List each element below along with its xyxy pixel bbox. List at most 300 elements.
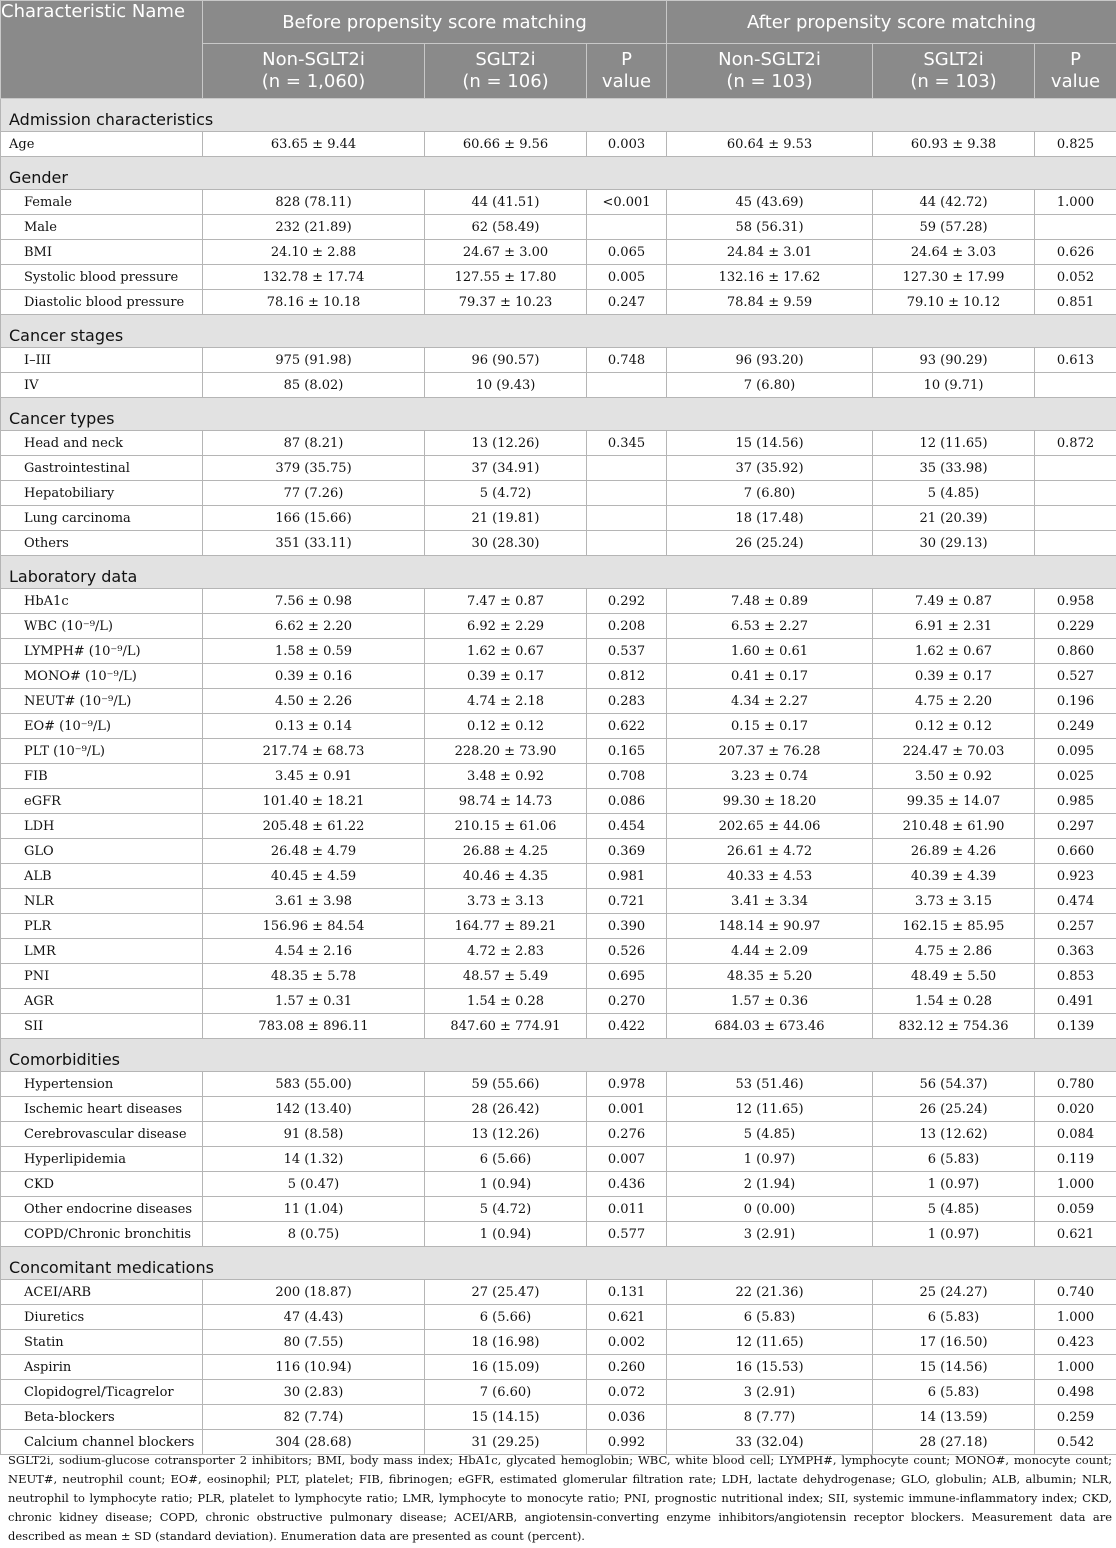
table-cell: 4.44 ± 2.09 [667, 939, 873, 964]
table-cell: 4.50 ± 2.26 [203, 689, 425, 714]
table-row [1, 964, 1116, 989]
table-cell [1035, 215, 1116, 240]
table-cell: 0.292 [587, 589, 667, 614]
table-cell: 22 (21.36) [667, 1280, 873, 1305]
row-label: WBC (10⁻⁹/L) [1, 614, 203, 639]
table-row [1, 914, 1116, 939]
table-row [1, 1122, 1116, 1147]
row-label: BMI [1, 240, 203, 265]
table-cell: 3.50 ± 0.92 [873, 764, 1035, 789]
table-cell: 0.270 [587, 989, 667, 1014]
table-row [1, 639, 1116, 664]
row-label: LYMPH# (10⁻⁹/L) [1, 639, 203, 664]
table-row [1, 190, 1116, 215]
row-label: NEUT# (10⁻⁹/L) [1, 689, 203, 714]
table-row [1, 614, 1116, 639]
row-label: COPD/Chronic bronchitis [1, 1222, 203, 1247]
table-cell: 1 (0.94) [425, 1172, 587, 1197]
table-cell: 0.086 [587, 789, 667, 814]
table-row [1, 764, 1116, 789]
table-row [1, 789, 1116, 814]
row-label: Beta-blockers [1, 1405, 203, 1430]
table-row [1, 939, 1116, 964]
table-cell: 4.74 ± 2.18 [425, 689, 587, 714]
table-cell: 1.000 [1035, 1172, 1116, 1197]
table-cell: 0.001 [587, 1097, 667, 1122]
table-cell: 1.62 ± 0.67 [425, 639, 587, 664]
table-cell: 232 (21.89) [203, 215, 425, 240]
table-row [1, 1147, 1116, 1172]
table-cell: 40.46 ± 4.35 [425, 864, 587, 889]
table-cell: 1.57 ± 0.31 [203, 989, 425, 1014]
table-cell: 31 (29.25) [425, 1430, 587, 1455]
table-cell: 13 (12.62) [873, 1122, 1035, 1147]
table-cell: 164.77 ± 89.21 [425, 914, 587, 939]
table-row [1, 714, 1116, 739]
section-row [1, 1247, 1116, 1280]
table-cell: 0.981 [587, 864, 667, 889]
table-cell: 30 (2.83) [203, 1380, 425, 1405]
table-cell: 85 (8.02) [203, 373, 425, 398]
table-cell: 0.422 [587, 1014, 667, 1039]
table-cell: 0.39 ± 0.16 [203, 664, 425, 689]
col-header-before-sglt2i: SGLT2i (n = 106) [425, 44, 587, 99]
table-row [1, 431, 1116, 456]
row-label: PLR [1, 914, 203, 939]
table-cell: 0.621 [1035, 1222, 1116, 1247]
table-row [1, 889, 1116, 914]
table-cell: 0.423 [1035, 1330, 1116, 1355]
table-cell: 24.10 ± 2.88 [203, 240, 425, 265]
row-label: Head and neck [1, 431, 203, 456]
table-cell: 975 (91.98) [203, 348, 425, 373]
table-cell: 12 (11.65) [873, 431, 1035, 456]
table-cell: 101.40 ± 18.21 [203, 789, 425, 814]
table-cell: 16 (15.53) [667, 1355, 873, 1380]
table-cell: 82 (7.74) [203, 1405, 425, 1430]
table-cell: 7.48 ± 0.89 [667, 589, 873, 614]
table-cell: 26.89 ± 4.26 [873, 839, 1035, 864]
table-cell: 99.35 ± 14.07 [873, 789, 1035, 814]
row-label: AGR [1, 989, 203, 1014]
table-cell: 0.260 [587, 1355, 667, 1380]
table-cell: 13 (12.26) [425, 1122, 587, 1147]
table-row [1, 290, 1116, 315]
table-cell: 228.20 ± 73.90 [425, 739, 587, 764]
table-row [1, 1014, 1116, 1039]
table-cell: 0.621 [587, 1305, 667, 1330]
table-cell: 156.96 ± 84.54 [203, 914, 425, 939]
table-cell [587, 481, 667, 506]
table-cell: 26.61 ± 4.72 [667, 839, 873, 864]
table-cell: 98.74 ± 14.73 [425, 789, 587, 814]
table-cell: 0.39 ± 0.17 [425, 664, 587, 689]
table-cell [587, 531, 667, 556]
table-cell: 3.61 ± 3.98 [203, 889, 425, 914]
table-cell: 0.780 [1035, 1072, 1116, 1097]
table-cell: 0.165 [587, 739, 667, 764]
row-label: IV [1, 373, 203, 398]
table-cell: 15 (14.56) [667, 431, 873, 456]
table-cell: 1.54 ± 0.28 [425, 989, 587, 1014]
table-cell: 0.708 [587, 764, 667, 789]
table-cell: 0.002 [587, 1330, 667, 1355]
table-cell: 35 (33.98) [873, 456, 1035, 481]
table-row [1, 1380, 1116, 1405]
row-label: Diuretics [1, 1305, 203, 1330]
table-cell: 7 (6.80) [667, 481, 873, 506]
section-row [1, 99, 1116, 132]
table-cell: 166 (15.66) [203, 506, 425, 531]
table-cell: 60.64 ± 9.53 [667, 132, 873, 157]
row-label: ALB [1, 864, 203, 889]
table-cell: 40.33 ± 4.53 [667, 864, 873, 889]
row-label: ACEI/ARB [1, 1280, 203, 1305]
table-cell: 78.84 ± 9.59 [667, 290, 873, 315]
row-label: Hyperlipidemia [1, 1147, 203, 1172]
row-label: LMR [1, 939, 203, 964]
row-label: HbA1c [1, 589, 203, 614]
table-cell: 33 (32.04) [667, 1430, 873, 1455]
table-cell: 0.052 [1035, 265, 1116, 290]
table-cell: 59 (55.66) [425, 1072, 587, 1097]
table-cell: 7.49 ± 0.87 [873, 589, 1035, 614]
table-cell: 1 (0.97) [873, 1222, 1035, 1247]
table-cell: 0.259 [1035, 1405, 1116, 1430]
table-cell: 4.34 ± 2.27 [667, 689, 873, 714]
row-label: Hepatobiliary [1, 481, 203, 506]
table-cell: 3.73 ± 3.13 [425, 889, 587, 914]
table-cell: 63.65 ± 9.44 [203, 132, 425, 157]
table-cell: 44 (42.72) [873, 190, 1035, 215]
table-cell: 1.54 ± 0.28 [873, 989, 1035, 1014]
table-cell [1035, 373, 1116, 398]
table-cell: 0.072 [587, 1380, 667, 1405]
table-cell: 0.084 [1035, 1122, 1116, 1147]
table-cell: 0.297 [1035, 814, 1116, 839]
table-cell: 583 (55.00) [203, 1072, 425, 1097]
row-label: MONO# (10⁻⁹/L) [1, 664, 203, 689]
table-cell: 5 (4.72) [425, 1197, 587, 1222]
col-header-before-p-value: P value [587, 44, 667, 99]
table-cell: 5 (4.85) [873, 1197, 1035, 1222]
table-cell: 12 (11.65) [667, 1330, 873, 1355]
table-cell: 1.57 ± 0.36 [667, 989, 873, 1014]
table-cell: 11 (1.04) [203, 1197, 425, 1222]
table-row [1, 132, 1116, 157]
table-cell: 200 (18.87) [203, 1280, 425, 1305]
table-cell: 0.527 [1035, 664, 1116, 689]
table-cell: 0.436 [587, 1172, 667, 1197]
row-label: Male [1, 215, 203, 240]
table-cell: 205.48 ± 61.22 [203, 814, 425, 839]
table-cell: 37 (35.92) [667, 456, 873, 481]
col-header-after-p-value: P value [1035, 44, 1116, 99]
table-cell: 8 (0.75) [203, 1222, 425, 1247]
row-label: Age [1, 132, 203, 157]
row-label: Lung carcinoma [1, 506, 203, 531]
table-cell: 14 (13.59) [873, 1405, 1035, 1430]
table-cell: 0.283 [587, 689, 667, 714]
table-cell: 2 (1.94) [667, 1172, 873, 1197]
table-cell: 44 (41.51) [425, 190, 587, 215]
table-cell: 62 (58.49) [425, 215, 587, 240]
table-cell: 0.872 [1035, 431, 1116, 456]
table-cell: 0.537 [587, 639, 667, 664]
table-cell: 6 (5.83) [667, 1305, 873, 1330]
table-cell: 10 (9.71) [873, 373, 1035, 398]
table-cell: 77 (7.26) [203, 481, 425, 506]
table-cell: 127.55 ± 17.80 [425, 265, 587, 290]
table-cell: 6.53 ± 2.27 [667, 614, 873, 639]
table-cell: 48.35 ± 5.20 [667, 964, 873, 989]
table-cell [1035, 456, 1116, 481]
table-row [1, 265, 1116, 290]
table-cell: 4.75 ± 2.86 [873, 939, 1035, 964]
table-cell: 0.095 [1035, 739, 1116, 764]
table-cell: 59 (57.28) [873, 215, 1035, 240]
table-cell: 6 (5.83) [873, 1147, 1035, 1172]
table-cell: 0.992 [587, 1430, 667, 1455]
table-cell: 47 (4.43) [203, 1305, 425, 1330]
table-cell: 16 (15.09) [425, 1355, 587, 1380]
table-cell: 96 (90.57) [425, 348, 587, 373]
table-row [1, 1305, 1116, 1330]
table-cell: 0.958 [1035, 589, 1116, 614]
table-row [1, 1172, 1116, 1197]
table-cell: 217.74 ± 68.73 [203, 739, 425, 764]
table-cell: 3.48 ± 0.92 [425, 764, 587, 789]
section-row [1, 1039, 1116, 1072]
table-row [1, 348, 1116, 373]
table-row [1, 456, 1116, 481]
section-row [1, 398, 1116, 431]
table-cell: 5 (4.85) [873, 481, 1035, 506]
row-label: eGFR [1, 789, 203, 814]
table-cell: 13 (12.26) [425, 431, 587, 456]
table-cell: 87 (8.21) [203, 431, 425, 456]
table-cell: 127.30 ± 17.99 [873, 265, 1035, 290]
row-label: I–III [1, 348, 203, 373]
table-cell: 828 (78.11) [203, 190, 425, 215]
table-cell [587, 506, 667, 531]
table-cell: 93 (90.29) [873, 348, 1035, 373]
table-cell: 30 (28.30) [425, 531, 587, 556]
table-cell: 0.860 [1035, 639, 1116, 664]
table-cell: 96 (93.20) [667, 348, 873, 373]
section-title: Laboratory data [1, 556, 1116, 589]
table-cell: 4.54 ± 2.16 [203, 939, 425, 964]
table-cell [1035, 531, 1116, 556]
table-cell: 0.695 [587, 964, 667, 989]
table-cell: 0.363 [1035, 939, 1116, 964]
table-cell: 0.249 [1035, 714, 1116, 739]
table-row [1, 814, 1116, 839]
table-cell: 0.036 [587, 1405, 667, 1430]
section-row [1, 556, 1116, 589]
table-cell: 6 (5.83) [873, 1305, 1035, 1330]
row-label: Female [1, 190, 203, 215]
table-body [1, 99, 1116, 1455]
table-footnote: SGLT2i, sodium-glucose cotransporter 2 inhibitors; BMI, body mass index; HbA1c, glycated hemoglobin; WBC, white blood cell; LYMPH#, lymphocyte count; MONO#, monocyte count; NEUT#, neutrophil count; EO#, eosinophil; PLT, platelet; FIB, fibrinogen; eGFR, estimated glomerular filtration rate; LDH, lactate dehydrogenase; GLO, globulin; ALB, albumin; NLR, neutrophil to lymphocyte ratio; PLR, platelet to lymphocyte ratio; LMR, lymphocyte to monocyte ratio; PNI, prognostic nutritional index; SII, systemic immune-inflammatory index; CKD, chronic kidney disease; COPD, chronic obstructive pulmonary disease; ACEI/ARB, angiotensin-converting enzyme inhibitors/angiotensin receptor blockers. Measurement data are described as mean ± SD (standard deviation). Enumeration data are presented as count (percent). [8, 1453, 1112, 1543]
header-row-1 [1, 1, 1116, 44]
table-cell: 0.345 [587, 431, 667, 456]
after-psm-header: After propensity score matching [667, 1, 1116, 44]
table-cell: 48.35 ± 5.78 [203, 964, 425, 989]
row-label: GLO [1, 839, 203, 864]
table-cell: 3.73 ± 3.15 [873, 889, 1035, 914]
table-cell: 0.247 [587, 290, 667, 315]
table-cell: 6 (5.83) [873, 1380, 1035, 1405]
table-cell: 202.65 ± 44.06 [667, 814, 873, 839]
row-label: Clopidogrel/Ticagrelor [1, 1380, 203, 1405]
table-cell [587, 456, 667, 481]
table-cell: 0.39 ± 0.17 [873, 664, 1035, 689]
table-cell: 684.03 ± 673.46 [667, 1014, 873, 1039]
section-row [1, 157, 1116, 190]
table-cell: 1.000 [1035, 1355, 1116, 1380]
table-cell: <0.001 [587, 190, 667, 215]
table-cell: 0.276 [587, 1122, 667, 1147]
table-cell: 0.740 [1035, 1280, 1116, 1305]
table-cell: 3 (2.91) [667, 1222, 873, 1247]
table-cell: 0.12 ± 0.12 [425, 714, 587, 739]
table-row [1, 373, 1116, 398]
table-cell: 0.020 [1035, 1097, 1116, 1122]
row-label: Gastrointestinal [1, 456, 203, 481]
table-cell: 847.60 ± 774.91 [425, 1014, 587, 1039]
table-cell: 7.47 ± 0.87 [425, 589, 587, 614]
row-label: PNI [1, 964, 203, 989]
before-psm-header: Before propensity score matching [203, 1, 667, 44]
table-cell: 783.08 ± 896.11 [203, 1014, 425, 1039]
table-cell: 0.257 [1035, 914, 1116, 939]
table-cell: 0.003 [587, 132, 667, 157]
table-cell: 45 (43.69) [667, 190, 873, 215]
row-label: Others [1, 531, 203, 556]
col-header-after-non-sglt2i: Non-SGLT2i (n = 103) [667, 44, 873, 99]
table-cell: 351 (33.11) [203, 531, 425, 556]
table-cell: 5 (0.47) [203, 1172, 425, 1197]
table-row [1, 1355, 1116, 1380]
table-cell: 40.39 ± 4.39 [873, 864, 1035, 889]
table-cell: 0.491 [1035, 989, 1116, 1014]
table-cell: 30 (29.13) [873, 531, 1035, 556]
table-row [1, 864, 1116, 889]
table-cell: 21 (19.81) [425, 506, 587, 531]
table-row [1, 1222, 1116, 1247]
table-cell: 26.48 ± 4.79 [203, 839, 425, 864]
table-cell: 21 (20.39) [873, 506, 1035, 531]
table-row [1, 1405, 1116, 1430]
table-cell: 48.57 ± 5.49 [425, 964, 587, 989]
table-row [1, 1330, 1116, 1355]
table-row [1, 1280, 1116, 1305]
table-cell: 7.56 ± 0.98 [203, 589, 425, 614]
table-row [1, 481, 1116, 506]
table-cell: 1.000 [1035, 190, 1116, 215]
section-row [1, 315, 1116, 348]
section-title: Cancer stages [1, 315, 1116, 348]
table-cell: 224.47 ± 70.03 [873, 739, 1035, 764]
table-cell: 10 (9.43) [425, 373, 587, 398]
table-cell: 6.62 ± 2.20 [203, 614, 425, 639]
table-row [1, 839, 1116, 864]
table-cell: 18 (17.48) [667, 506, 873, 531]
table-cell: 304 (28.68) [203, 1430, 425, 1455]
table-cell: 1.000 [1035, 1305, 1116, 1330]
table-cell: 0.065 [587, 240, 667, 265]
table-row [1, 739, 1116, 764]
row-label: CKD [1, 1172, 203, 1197]
table-cell: 0.454 [587, 814, 667, 839]
table-row [1, 1197, 1116, 1222]
table-cell: 0.131 [587, 1280, 667, 1305]
table-cell: 26 (25.24) [667, 531, 873, 556]
table-cell: 162.15 ± 85.95 [873, 914, 1035, 939]
table-cell: 7 (6.60) [425, 1380, 587, 1405]
table-cell: 0.196 [1035, 689, 1116, 714]
table-cell: 0.059 [1035, 1197, 1116, 1222]
row-label: FIB [1, 764, 203, 789]
table-cell: 210.15 ± 61.06 [425, 814, 587, 839]
table-row [1, 989, 1116, 1014]
table-cell: 1.62 ± 0.67 [873, 639, 1035, 664]
table-cell: 0.622 [587, 714, 667, 739]
table-cell: 18 (16.98) [425, 1330, 587, 1355]
table-cell: 0.853 [1035, 964, 1116, 989]
table-cell: 48.49 ± 5.50 [873, 964, 1035, 989]
characteristic-name-header: Characteristic Name [1, 1, 203, 99]
col-header-after-sglt2i: SGLT2i (n = 103) [873, 44, 1035, 99]
table-cell: 8 (7.77) [667, 1405, 873, 1430]
section-title: Gender [1, 157, 1116, 190]
table-cell: 0.15 ± 0.17 [667, 714, 873, 739]
table-cell: 60.93 ± 9.38 [873, 132, 1035, 157]
table-cell: 132.16 ± 17.62 [667, 265, 873, 290]
table-cell: 0.139 [1035, 1014, 1116, 1039]
table-cell: 0.474 [1035, 889, 1116, 914]
table-cell [1035, 506, 1116, 531]
table-cell: 832.12 ± 754.36 [873, 1014, 1035, 1039]
table-cell: 0.011 [587, 1197, 667, 1222]
table-cell [587, 215, 667, 240]
table-cell: 26 (25.24) [873, 1097, 1035, 1122]
table-cell: 99.30 ± 18.20 [667, 789, 873, 814]
section-title: Concomitant medications [1, 1247, 1116, 1280]
table-row [1, 531, 1116, 556]
table-cell: 58 (56.31) [667, 215, 873, 240]
table-cell: 6.91 ± 2.31 [873, 614, 1035, 639]
row-label: Aspirin [1, 1355, 203, 1380]
row-label: NLR [1, 889, 203, 914]
col-header-before-non-sglt2i: Non-SGLT2i (n = 1,060) [203, 44, 425, 99]
table-cell: 26.88 ± 4.25 [425, 839, 587, 864]
table-cell: 0.41 ± 0.17 [667, 664, 873, 689]
table-cell: 0.978 [587, 1072, 667, 1097]
table-row [1, 215, 1116, 240]
table-cell: 27 (25.47) [425, 1280, 587, 1305]
table-cell: 116 (10.94) [203, 1355, 425, 1380]
table-cell: 379 (35.75) [203, 456, 425, 481]
table-cell: 37 (34.91) [425, 456, 587, 481]
table-cell: 24.84 ± 3.01 [667, 240, 873, 265]
table-cell: 210.48 ± 61.90 [873, 814, 1035, 839]
table-cell: 0 (0.00) [667, 1197, 873, 1222]
table-cell: 3.41 ± 3.34 [667, 889, 873, 914]
table-cell: 40.45 ± 4.59 [203, 864, 425, 889]
table-cell: 4.72 ± 2.83 [425, 939, 587, 964]
